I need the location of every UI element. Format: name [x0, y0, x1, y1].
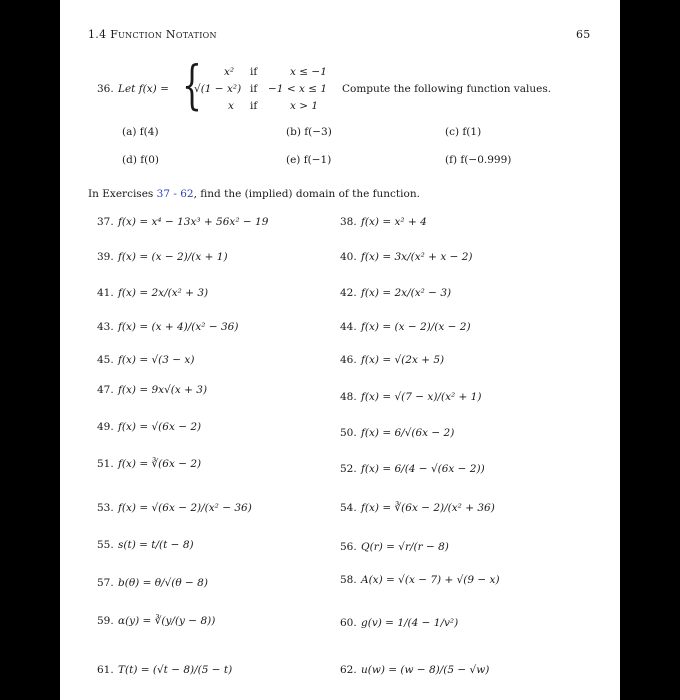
ex-55-num: 55. [97, 539, 114, 551]
ex-47-expr: f(x) = 9x√(x + 3) [118, 384, 208, 396]
case-1-expr: x² [224, 66, 235, 78]
ex-42-num: 42. [340, 287, 357, 299]
ex-58-expr: A(x) = √(x − 7) + √(9 − x) [361, 574, 500, 586]
part-f: (f) f(−0.999) [445, 154, 512, 166]
ex-39-expr: f(x) = (x − 2)/(x + 1) [118, 251, 228, 263]
ex-55-expr: s(t) = t/(t − 8) [118, 539, 194, 551]
ex-41-expr: f(x) = 2x/(x² + 3) [118, 287, 209, 299]
ex-44-num: 44. [340, 321, 357, 333]
ex-62-expr: u(w) = (w − 8)/(5 − √w) [361, 664, 490, 676]
case-1-cond: x ≤ −1 [290, 66, 327, 78]
ex-43-expr: f(x) = (x + 4)/(x² − 36) [118, 321, 239, 333]
ex-57-expr: b(θ) = θ/√(θ − 8) [118, 577, 208, 589]
section-title-text: 1.4 Function Notation [88, 28, 217, 41]
ex-60-num: 60. [340, 617, 357, 629]
ex-53-num: 53. [97, 502, 114, 514]
ex-52-expr: f(x) = 6/(4 − √(6x − 2)) [361, 463, 485, 475]
ex-59-num: 59. [97, 615, 114, 627]
case-3-expr: x [228, 100, 234, 112]
case-2-if: if [250, 83, 258, 95]
ex-54-expr: f(x) = ∛(6x − 2)/(x² + 36) [361, 502, 495, 514]
ex-52-num: 52. [340, 463, 357, 475]
ex-49-num: 49. [97, 421, 114, 433]
ex-53-expr: f(x) = √(6x − 2)/(x² − 36) [118, 502, 252, 514]
problem-36-intro: Let f(x) = [118, 83, 169, 95]
ex-46-expr: f(x) = √(2x + 5) [361, 354, 445, 366]
ex-48-expr: f(x) = √(7 − x)/(x² + 1) [361, 391, 482, 403]
ex-45-num: 45. [97, 354, 114, 366]
ex-39-num: 39. [97, 251, 114, 263]
ex-40-num: 40. [340, 251, 357, 263]
ex-45-expr: f(x) = √(3 − x) [118, 354, 195, 366]
case-2-cond: −1 < x ≤ 1 [268, 83, 328, 95]
problem-36-instruction: Compute the following function values. [342, 83, 552, 95]
ex-61-expr: T(t) = (√t − 8)/(5 − t) [118, 664, 233, 676]
ex-37-num: 37. [97, 216, 114, 228]
part-d: (d) f(0) [122, 154, 160, 166]
ex-50-expr: f(x) = 6/√(6x − 2) [361, 427, 455, 439]
ex-59-expr: α(y) = ∛(y/(y − 8)) [118, 615, 216, 627]
ex-41-num: 41. [97, 287, 114, 299]
ex-60-expr: g(v) = 1/(4 − 1/v²) [361, 617, 459, 629]
section-title [88, 28, 217, 41]
ex-54-num: 54. [340, 502, 357, 514]
part-a: (a) f(4) [122, 126, 159, 138]
ex-46-num: 46. [340, 354, 357, 366]
ex-49-expr: f(x) = √(6x − 2) [118, 421, 202, 433]
ex-58-num: 58. [340, 574, 357, 586]
ex-56-expr: Q(r) = √r/(r − 8) [361, 541, 449, 553]
ex-51-num: 51. [97, 458, 114, 470]
part-e: (e) f(−1) [286, 154, 332, 166]
problem-36-number: 36. [97, 83, 114, 95]
case-2-expr: √(1 − x²) [194, 83, 242, 95]
ex-57-num: 57. [97, 577, 114, 589]
exercise-intro [88, 189, 420, 200]
ex-37-expr: f(x) = x⁴ − 13x³ + 56x² − 19 [118, 216, 269, 228]
case-1-if: if [250, 66, 258, 78]
ex-40-expr: f(x) = 3x/(x² + x − 2) [361, 251, 473, 263]
piecewise-brace: { [182, 56, 202, 116]
page-number: 65 [576, 28, 591, 41]
ex-56-num: 56. [340, 541, 357, 553]
exercise-intro-before: In Exercises [88, 188, 157, 200]
ex-51-expr: f(x) = ∛(6x − 2) [118, 458, 202, 470]
ex-42-expr: f(x) = 2x/(x² − 3) [361, 287, 452, 299]
ex-47-num: 47. [97, 384, 114, 396]
ex-44-expr: f(x) = (x − 2)/(x − 2) [361, 321, 471, 333]
ex-38-num: 38. [340, 216, 357, 228]
textbook-page [60, 0, 620, 700]
ex-43-num: 43. [97, 321, 114, 333]
part-c: (c) f(1) [445, 126, 482, 138]
ex-38-expr: f(x) = x² + 4 [361, 216, 427, 228]
exercise-intro-after: , find the (implied) domain of the function. [193, 188, 420, 200]
part-b: (b) f(−3) [286, 126, 332, 138]
ex-62-num: 62. [340, 664, 357, 676]
ex-50-num: 50. [340, 427, 357, 439]
case-3-if: if [250, 100, 258, 112]
case-3-cond: x > 1 [290, 100, 319, 112]
ex-48-num: 48. [340, 391, 357, 403]
exercise-range-link[interactable]: 37 - 62 [156, 188, 194, 200]
ex-61-num: 61. [97, 664, 114, 676]
